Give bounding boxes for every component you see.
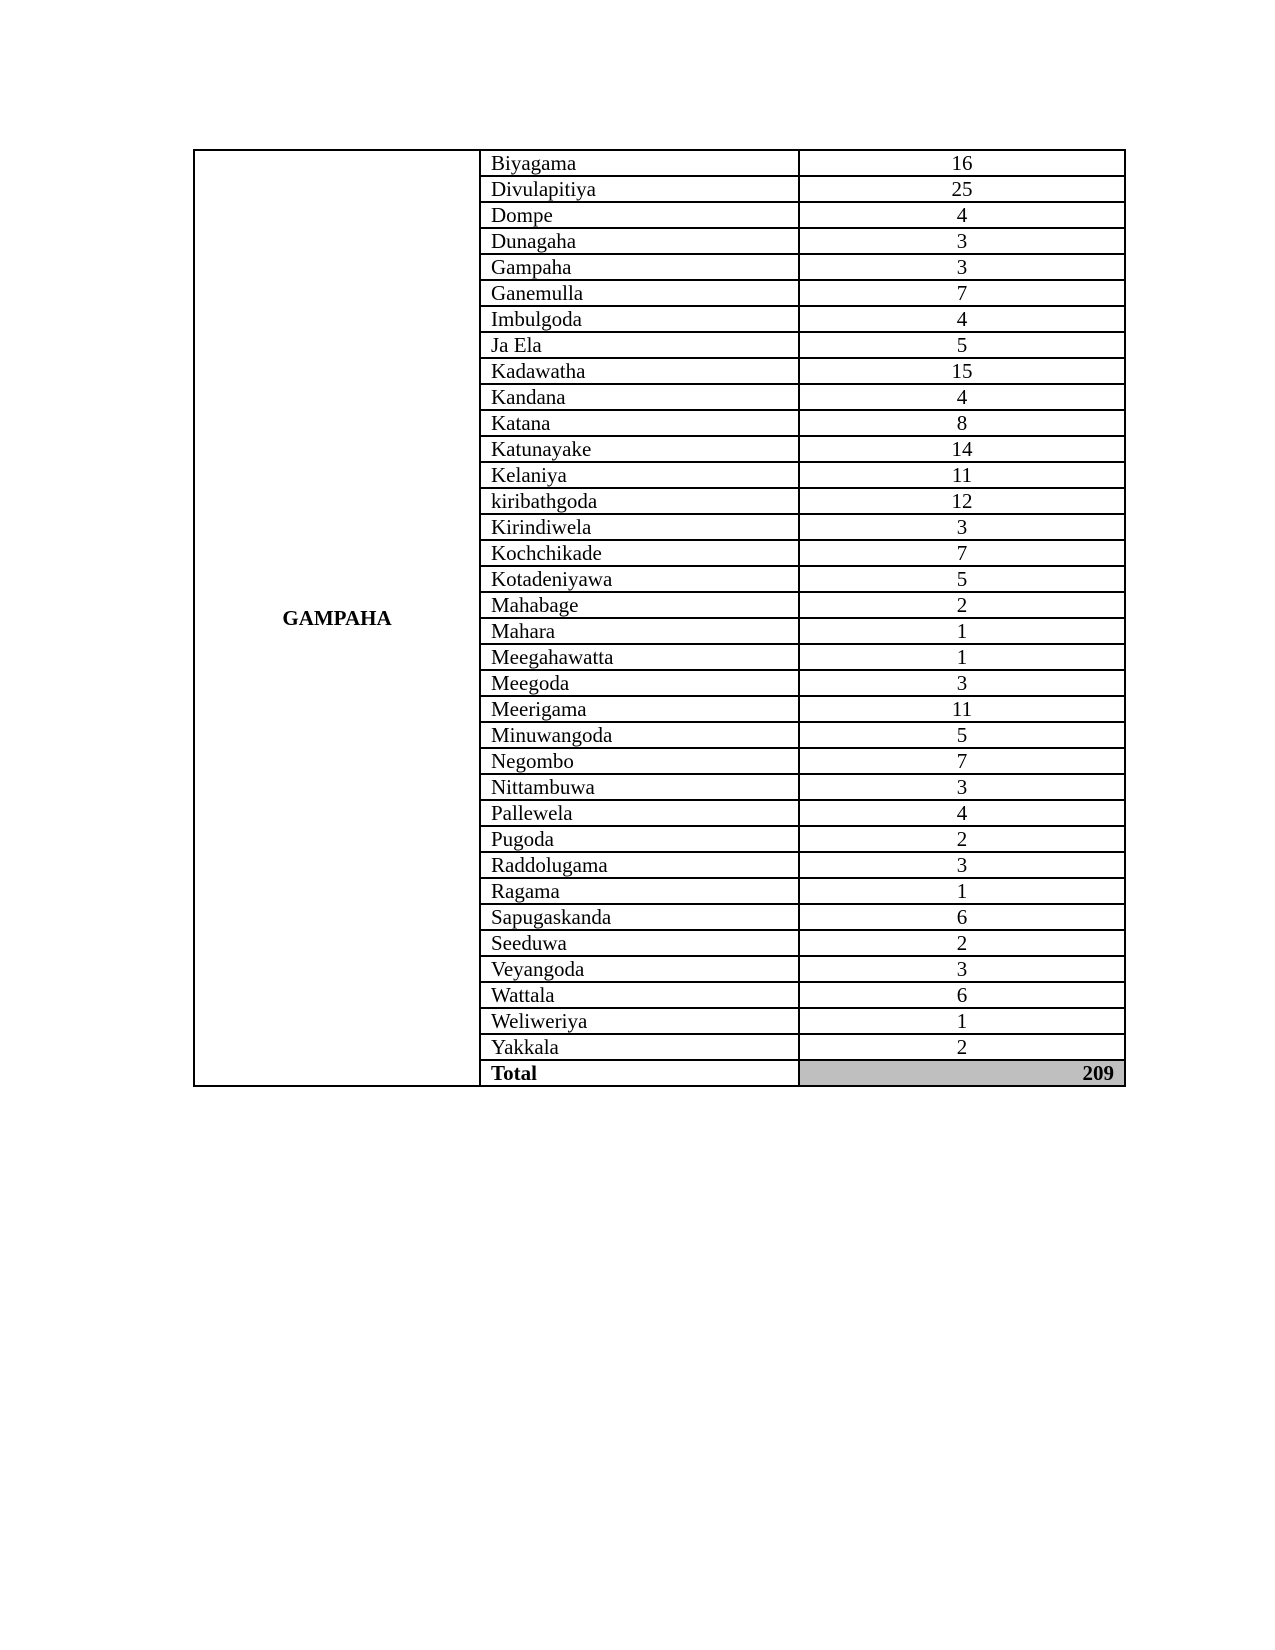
area-count-cell: 3 <box>799 852 1125 878</box>
area-count-cell: 7 <box>799 280 1125 306</box>
area-count-cell: 3 <box>799 956 1125 982</box>
area-count-cell: 5 <box>799 566 1125 592</box>
area-count-cell: 6 <box>799 982 1125 1008</box>
area-name-cell: Kirindiwela <box>480 514 799 540</box>
area-count-cell: 12 <box>799 488 1125 514</box>
area-count-cell: 2 <box>799 930 1125 956</box>
area-count-cell: 3 <box>799 670 1125 696</box>
area-name-cell: Kotadeniyawa <box>480 566 799 592</box>
area-count-cell: 1 <box>799 644 1125 670</box>
area-name-cell: Seeduwa <box>480 930 799 956</box>
area-name-cell: kiribathgoda <box>480 488 799 514</box>
area-count-cell: 11 <box>799 696 1125 722</box>
area-count-cell: 14 <box>799 436 1125 462</box>
area-name-cell: Ganemulla <box>480 280 799 306</box>
area-name-cell: Raddolugama <box>480 852 799 878</box>
area-count-cell: 5 <box>799 722 1125 748</box>
area-name-cell: Yakkala <box>480 1034 799 1060</box>
area-count-cell: 1 <box>799 618 1125 644</box>
area-name-cell: Dompe <box>480 202 799 228</box>
area-count-cell: 3 <box>799 228 1125 254</box>
area-count-cell: 7 <box>799 540 1125 566</box>
area-name-cell: Pugoda <box>480 826 799 852</box>
table-body <box>194 150 1125 1086</box>
area-name-cell: Veyangoda <box>480 956 799 982</box>
district-count-table <box>193 149 1126 1087</box>
area-count-cell: 3 <box>799 514 1125 540</box>
area-count-cell: 4 <box>799 384 1125 410</box>
area-name-cell: Biyagama <box>480 150 799 176</box>
area-name-cell: Minuwangoda <box>480 722 799 748</box>
area-count-cell: 5 <box>799 332 1125 358</box>
area-name-cell: Mahara <box>480 618 799 644</box>
area-count-cell: 3 <box>799 774 1125 800</box>
area-name-cell: Ragama <box>480 878 799 904</box>
area-name-cell: Meegahawatta <box>480 644 799 670</box>
area-count-cell: 8 <box>799 410 1125 436</box>
area-name-cell: Negombo <box>480 748 799 774</box>
area-name-cell: Ja Ela <box>480 332 799 358</box>
area-name-cell: Nittambuwa <box>480 774 799 800</box>
area-name-cell: Katana <box>480 410 799 436</box>
district-name-cell: GAMPAHA <box>194 150 480 1086</box>
area-name-cell: Dunagaha <box>480 228 799 254</box>
area-name-cell: Gampaha <box>480 254 799 280</box>
area-name-cell: Wattala <box>480 982 799 1008</box>
area-count-cell: 2 <box>799 1034 1125 1060</box>
area-count-cell: 11 <box>799 462 1125 488</box>
area-name-cell: Imbulgoda <box>480 306 799 332</box>
area-count-cell: 16 <box>799 150 1125 176</box>
area-name-cell: Meegoda <box>480 670 799 696</box>
area-name-cell: Kadawatha <box>480 358 799 384</box>
area-count-cell: 6 <box>799 904 1125 930</box>
area-count-cell: 4 <box>799 202 1125 228</box>
area-name-cell: Meerigama <box>480 696 799 722</box>
area-count-cell: 25 <box>799 176 1125 202</box>
area-name-cell: Sapugaskanda <box>480 904 799 930</box>
table-row <box>194 150 1125 176</box>
area-name-cell: Mahabage <box>480 592 799 618</box>
area-count-cell: 1 <box>799 878 1125 904</box>
total-value-cell: 209 <box>799 1060 1125 1086</box>
area-count-cell: 4 <box>799 800 1125 826</box>
area-name-cell: Divulapitiya <box>480 176 799 202</box>
area-name-cell: Kelaniya <box>480 462 799 488</box>
area-name-cell: Kochchikade <box>480 540 799 566</box>
total-label-cell: Total <box>480 1060 799 1086</box>
area-name-cell: Kandana <box>480 384 799 410</box>
area-count-cell: 1 <box>799 1008 1125 1034</box>
area-count-cell: 15 <box>799 358 1125 384</box>
area-count-cell: 3 <box>799 254 1125 280</box>
area-name-cell: Katunayake <box>480 436 799 462</box>
area-name-cell: Pallewela <box>480 800 799 826</box>
area-count-cell: 7 <box>799 748 1125 774</box>
area-count-cell: 2 <box>799 592 1125 618</box>
area-count-cell: 4 <box>799 306 1125 332</box>
area-name-cell: Weliweriya <box>480 1008 799 1034</box>
area-count-cell: 2 <box>799 826 1125 852</box>
